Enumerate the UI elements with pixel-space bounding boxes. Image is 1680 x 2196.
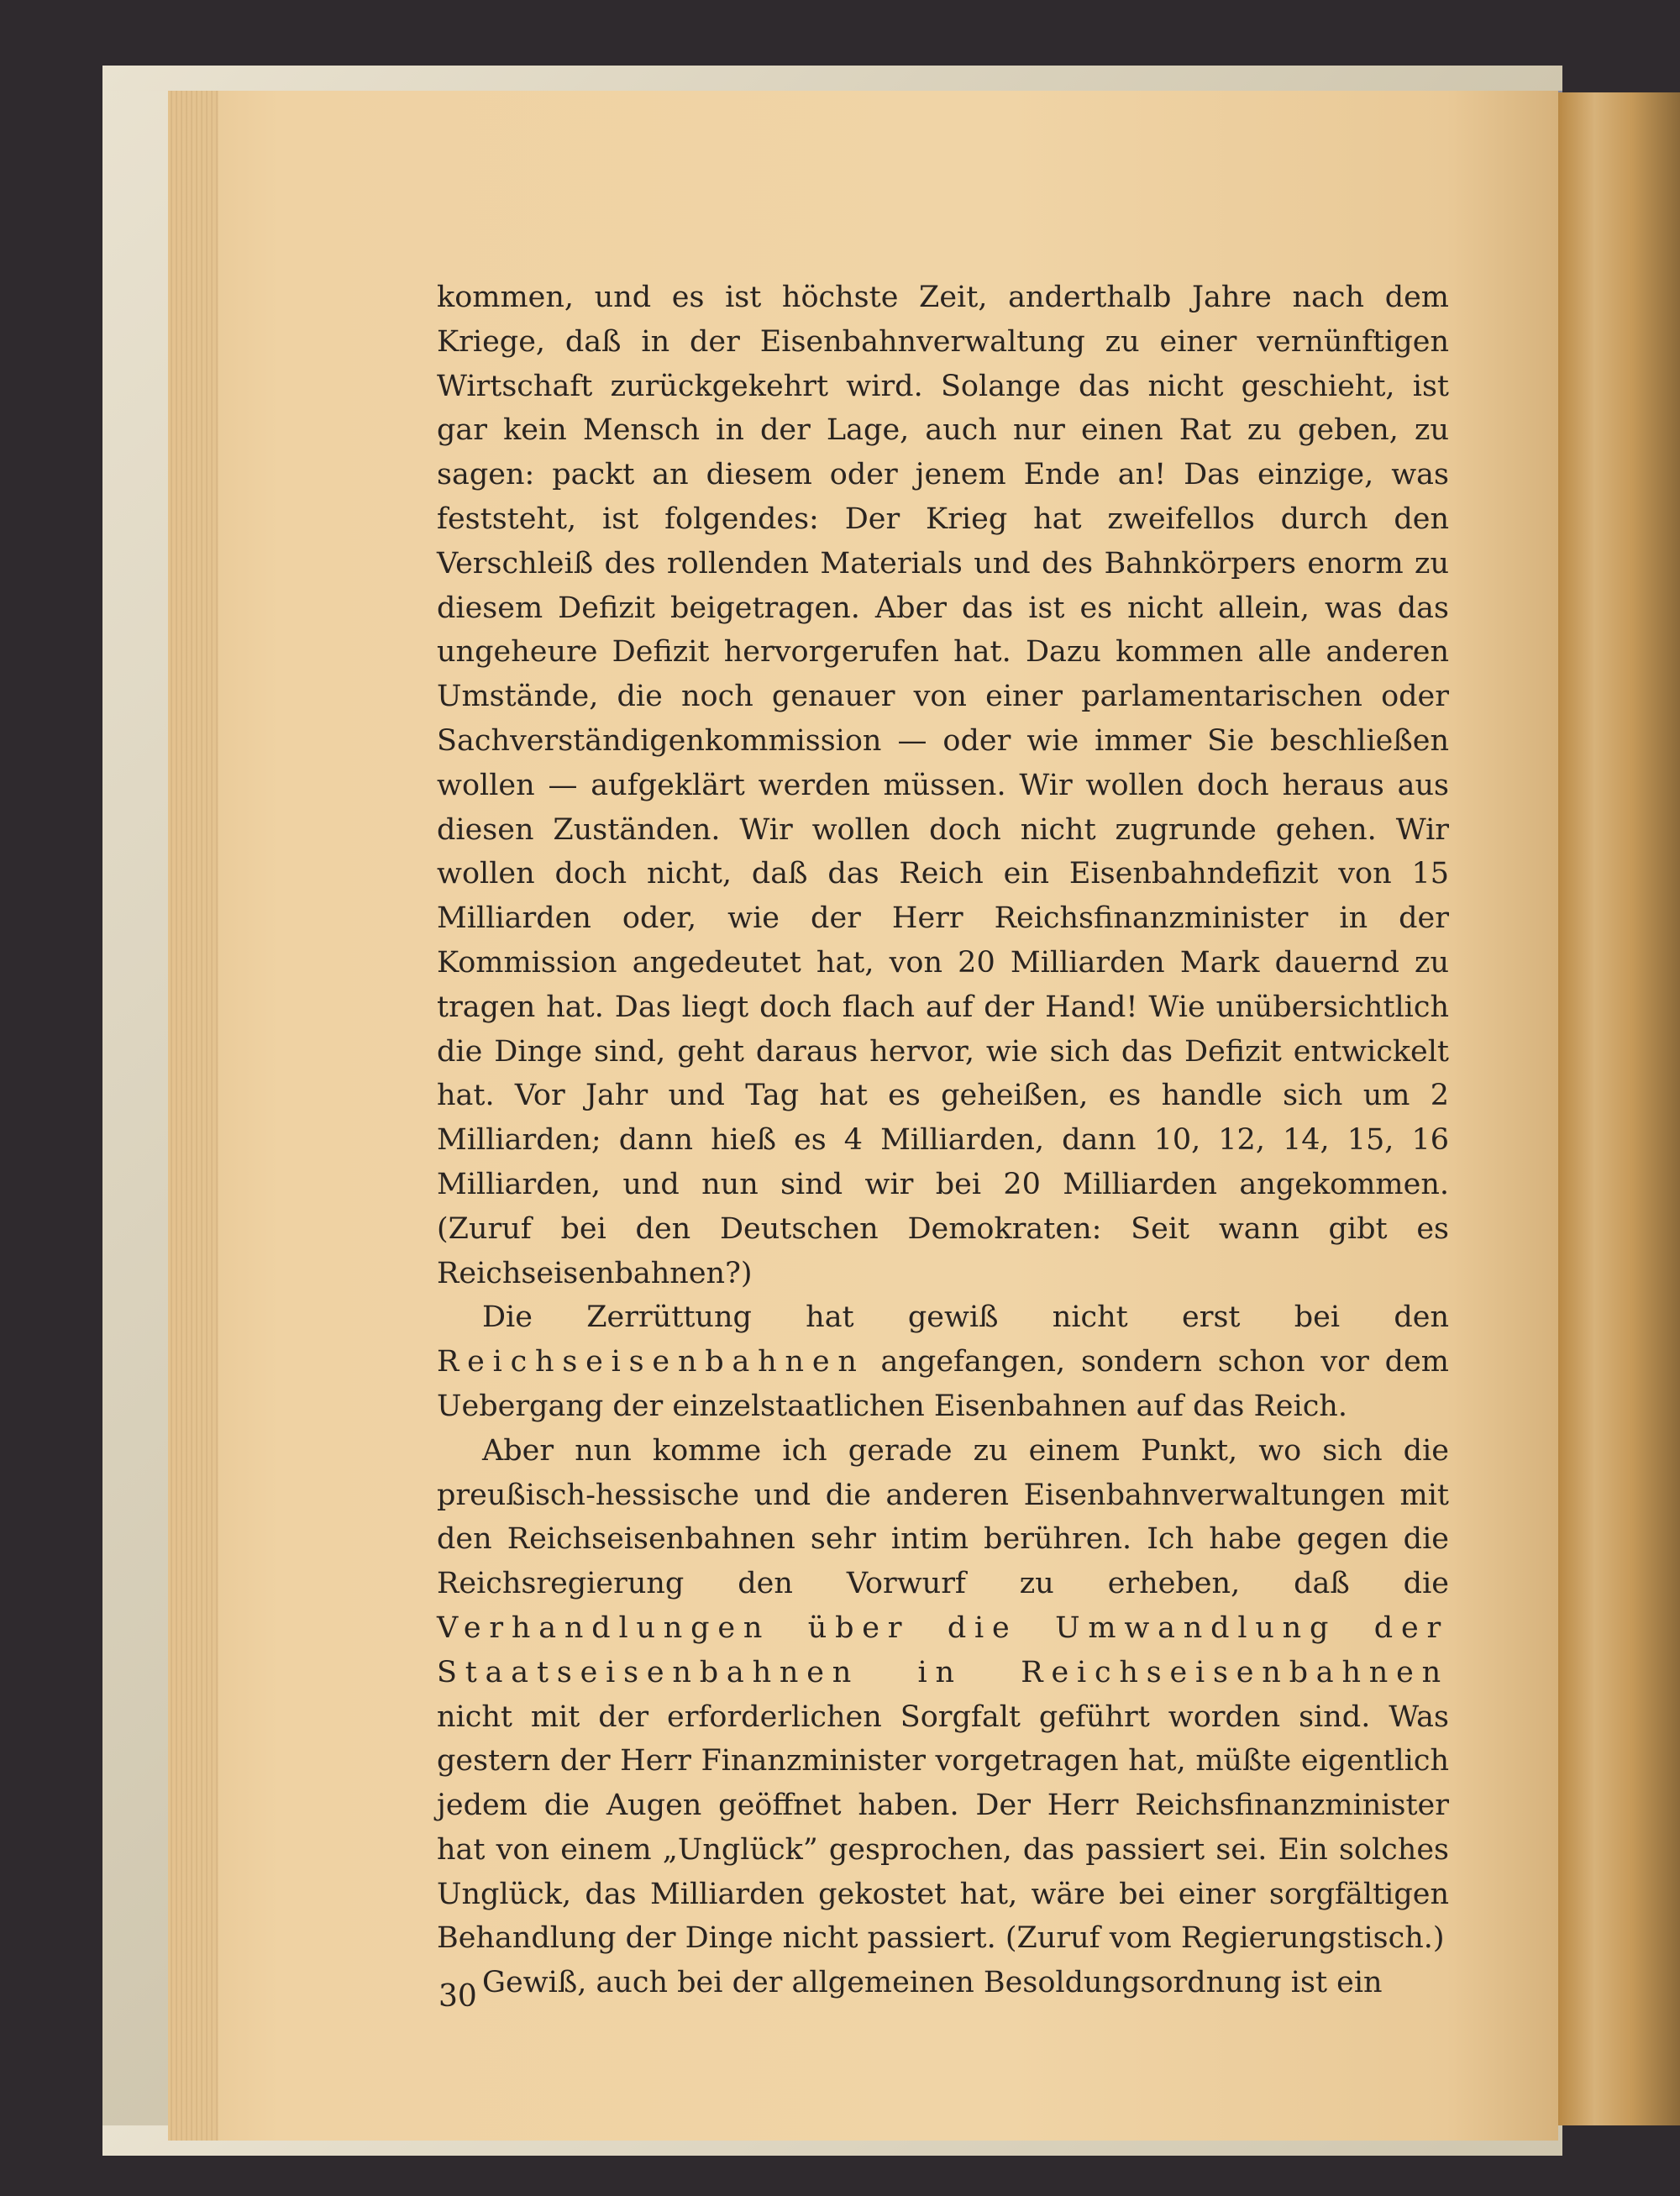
paragraph-3 [437, 1429, 1449, 1962]
page-number: 30 [438, 1979, 477, 2014]
cover-top-cloth [102, 66, 1562, 91]
paragraph-3-before: Aber nun komme ich gerade zu einem Punkt, wo sich die preußisch-hessische und die anderen Eisenbahnverwaltungen mit den Reichseisenbahnen sehr intim berühren. Ich habe gegen die Reichsregierung den Vorwurf zu erheben, daß die [437, 1433, 1449, 1601]
paragraph-4-text: Gewiß, auch bei der allgemeinen Besoldungsordnung ist ein [482, 1966, 1383, 2000]
paragraph-1 [437, 276, 1449, 1295]
paragraph-4 [437, 1961, 1449, 2005]
paragraph-3-emphasis: Verhandlungen über die Umwandlung der Staatseisenbahnen in Reichseisenbahnen [437, 1610, 1449, 1689]
paragraph-2-before: Die Zerrüttung hat gewiß nicht erst bei den [482, 1300, 1449, 1335]
paragraph-1-text: kommen, und es ist höchste Zeit, anderthalb Jahre nach dem Kriege, daß in der Eisenbahnverwaltung zu einer vernünftigen Wirtschaft zurückgekehrt wird. Solange das nicht geschieht, ist gar kein Mensch in der Lage, auch nur einen Rat zu geben, zu sagen: packt an diesem oder jenem Ende an! Das einzige, was feststeht, ist folgendes: Der Krieg hat zweifellos durch den Verschleiß des rollenden Materials und des Bahnkörpers enorm zu diesem Defizit beigetragen. Aber das ist es nicht allein, was das ungeheure Defizit hervorgerufen hat. Dazu kommen alle anderen Umstände, die noch genauer von einer parlamentarischen oder Sachverständigenkommission — oder wie immer Sie beschließen wollen — aufgeklärt werden müssen. Wir wollen doch heraus aus diesen Zuständen. Wir wollen doch nicht zugrunde gehen. Wir wollen doch nicht, daß das Reich ein Eisenbahndefizit von 15 Milliarden oder, wie der Herr Reichsfinanzminister in der Kommission angedeutet hat, von 20 Milliarden Mark dauernd zu tragen hat. Das liegt doch flach auf der Hand! Wie unübersichtlich die Dinge sind, geht daraus hervor, wie sich das Defizit entwickelt hat. Vor Jahr und Tag hat es geheißen, es handle sich um 2 Milliarden; dann hieß es 4 Milliarden, dann 10, 12, 14, 15, 16 Milliarden, und nun sind wir bei 20 Milliarden angekommen. (Zuruf bei den Deutschen Demokraten: Seit wann gibt es Reichseisenbahnen?) [437, 281, 1449, 1290]
paragraph-2-after: angefangen, sondern schon vor dem Uebergang der einzelstaatlichen Eisenbahnen auf das Reich. [437, 1345, 1449, 1423]
paragraph-2-emphasis: Reichseisenbahnen [437, 1345, 865, 1379]
page-stack-edges [168, 91, 218, 2141]
paragraph-3-after: nicht mit der erforderlichen Sorgfalt geführt worden sind. Was gestern der Herr Finanzminister vorgetragen hat, müßte eigentlich jedem die Augen geöffnet haben. Der Herr Reichsfinanzminister hat von einem „Unglück” gesprochen, das passiert sei. Ein solches Unglück, das Milliarden gekostet hat, wäre bei einer sorgfältigen Behandlung der Dinge nicht passiert. (Zuruf vom Regierungstisch.) [437, 1700, 1449, 1956]
paragraph-2 [437, 1295, 1449, 1428]
page-text [437, 276, 1449, 2005]
next-page-edge [1558, 92, 1680, 2125]
